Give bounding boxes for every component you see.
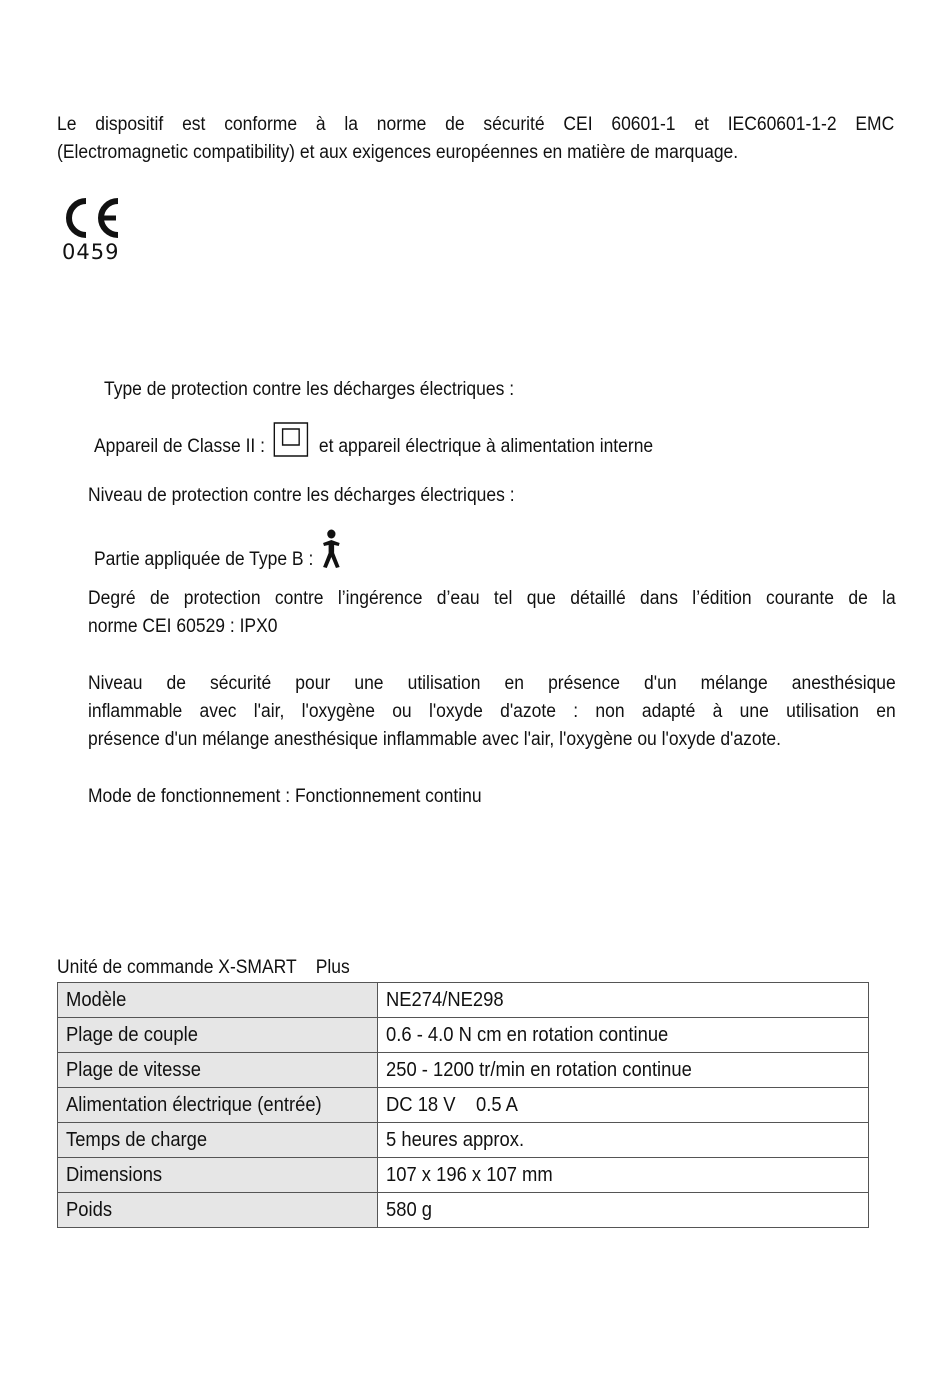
- table-row: [58, 1123, 869, 1158]
- intro-line-2: (Electromagnetic compatibility) et aux exigences européennes en matière de marquage.: [57, 142, 739, 163]
- spec-value-cell: 5 heures approx.: [378, 1123, 869, 1158]
- spec-value-cell: 250 - 1200 tr/min en rotation continue: [378, 1053, 869, 1088]
- intro-paragraph: [57, 111, 894, 167]
- spec-label-cell: Plage de vitesse: [58, 1053, 378, 1088]
- table-row: [58, 1053, 869, 1088]
- spec-table-caption: Unité de commande X-SMART Plus: [57, 957, 350, 978]
- protection-class-prefix: Appareil de Classe II :: [94, 436, 266, 457]
- water-ingress-paragraph: [88, 585, 896, 641]
- spec-value-cell: 107 x 196 x 107 mm: [378, 1158, 869, 1193]
- anesthetic-line-3: présence d'un mélange anesthésique inflammable avec l'air, l'oxygène ou l'oxyde d'azote.: [88, 729, 782, 750]
- water-ingress-line-1: Degré de protection contre l’ingérence d’eau tel que détaillé dans l’édition courante de la: [88, 588, 896, 609]
- operation-mode: Mode de fonctionnement : Fonctionnement continu: [88, 786, 482, 807]
- type-b-person-icon: [320, 529, 342, 569]
- spec-table: [57, 982, 869, 1228]
- table-row: [58, 1158, 869, 1193]
- protection-class-line: [94, 422, 653, 459]
- spec-value-cell: 580 g: [378, 1193, 869, 1228]
- table-row: [58, 1088, 869, 1123]
- notified-body-number: 0459: [62, 240, 120, 264]
- protection-class-suffix: et appareil électrique à alimentation interne: [318, 436, 654, 457]
- spec-label-cell: Poids: [58, 1193, 378, 1228]
- spec-label-cell: Dimensions: [58, 1158, 378, 1193]
- table-row: [58, 1018, 869, 1053]
- applied-part-line: [94, 529, 346, 572]
- anesthetic-line-2: inflammable avec l'air, l'oxygène ou l'oxyde d'azote : non adapté à une utilisation en: [88, 701, 896, 722]
- spec-value-cell: DC 18 V 0.5 A: [378, 1088, 869, 1123]
- intro-line-1: Le dispositif est conforme à la norme de sécurité CEI 60601-1 et IEC60601-1-2 EMC: [57, 114, 895, 135]
- class-ii-double-square-icon: [274, 422, 311, 458]
- spec-value-cell: NE274/NE298: [378, 983, 869, 1018]
- spec-label-cell: Plage de couple: [58, 1018, 378, 1053]
- protection-level-heading: Niveau de protection contre les décharges électriques :: [88, 485, 515, 506]
- anesthetic-line-1: Niveau de sécurité pour une utilisation en présence d'un mélange anesthésique: [88, 673, 896, 694]
- protection-type-heading: Type de protection contre les décharges électriques :: [104, 379, 515, 400]
- anesthetic-paragraph: [88, 670, 896, 754]
- water-ingress-line-2: norme CEI 60529 : IPX0: [88, 616, 278, 637]
- spec-label-cell: Modèle: [58, 983, 378, 1018]
- spec-label-cell: Temps de charge: [58, 1123, 378, 1158]
- spec-label-cell: Alimentation électrique (entrée): [58, 1088, 378, 1123]
- applied-part-label: Partie appliquée de Type B :: [94, 549, 314, 570]
- table-row: [58, 983, 869, 1018]
- table-row: [58, 1193, 869, 1228]
- spec-value-cell: 0.6 - 4.0 N cm en rotation continue: [378, 1018, 869, 1053]
